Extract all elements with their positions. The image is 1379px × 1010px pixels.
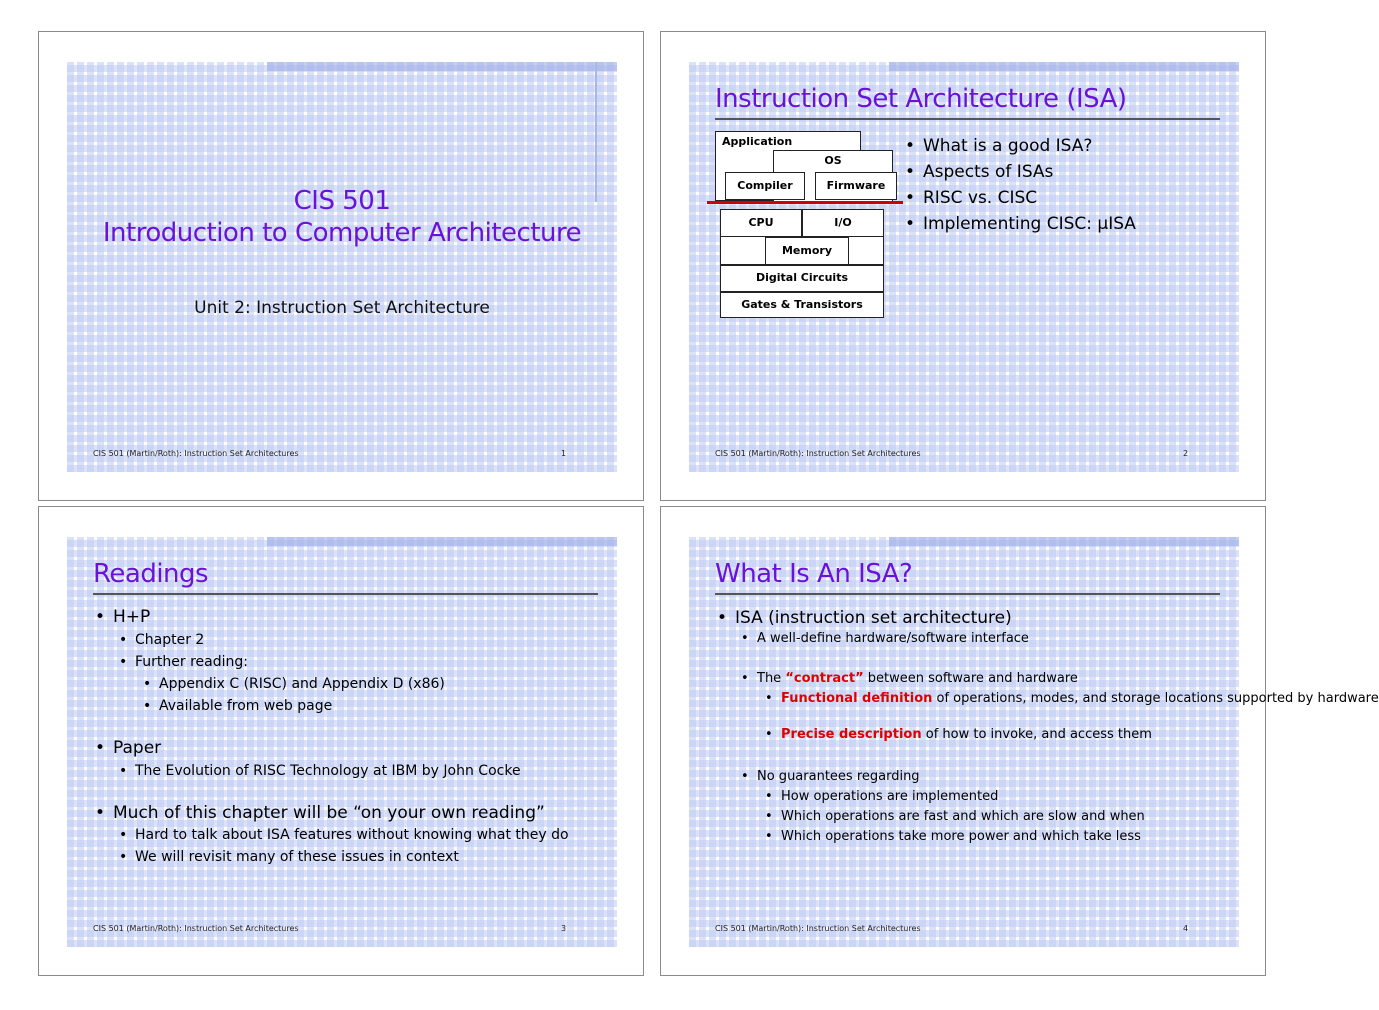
diagram-memory-label: Memory: [781, 244, 833, 257]
background-band: [267, 537, 617, 546]
page-number: 1: [561, 449, 567, 458]
diagram-gates-label: Gates & Transistors: [741, 298, 863, 311]
list-item: • H+P: [91, 607, 569, 632]
functional-definition-text: of operations, modes, and storage locations supported by hardware: [932, 691, 1379, 706]
list-item: [713, 691, 1379, 727]
diagram-compiler-label: Compiler: [737, 179, 793, 192]
list-item: • RISC vs. CISC: [901, 185, 1136, 211]
precise-description-text: of how to invoke, and access them: [921, 727, 1152, 742]
isa-definition-list: [713, 608, 1379, 849]
list-item: • Which operations are fast and which are slow and when: [713, 809, 1181, 829]
readings-list: [91, 607, 569, 871]
list-item: • A well-define hardware/software interface: [713, 631, 1181, 671]
contract-prefix: The: [757, 671, 786, 686]
list-item: • How operations are implemented: [713, 789, 1181, 809]
slide-footer: CIS 501 (Martin/Roth): Instruction Set Architectures: [93, 924, 299, 933]
diagram-firmware-label: Firmware: [826, 179, 886, 192]
diagram-memory-box: [765, 237, 849, 265]
page-number: 3: [561, 924, 567, 933]
list-item: • ISA (instruction set architecture): [713, 608, 1181, 631]
list-item: • Paper: [91, 738, 569, 763]
contract-suffix: between software and hardware: [863, 671, 1078, 686]
background-band: [267, 62, 617, 71]
page-number: 4: [1183, 924, 1189, 933]
slide-title-line-1: CIS 501: [293, 186, 391, 216]
list-item: • Available from web page: [91, 698, 569, 738]
diagram-os-label: OS: [824, 154, 842, 167]
isa-boundary-line: [707, 201, 903, 204]
list-item: • Aspects of ISAs: [901, 159, 1136, 185]
list-item: • The Evolution of RISC Technology at IBM by John Cocke: [91, 763, 569, 803]
contract-highlight: “contract”: [785, 671, 864, 686]
slide-footer: CIS 501 (Martin/Roth): Instruction Set Architectures: [715, 924, 921, 933]
title-underline: [715, 118, 1220, 120]
background-band: [889, 537, 1239, 546]
title-underline: [715, 593, 1220, 595]
background-band: [889, 62, 1239, 71]
list-item: • Implementing CISC: μISA: [901, 211, 1136, 237]
slide-3: [38, 506, 644, 976]
diagram-firmware-box: [815, 172, 897, 200]
slide-1: [38, 31, 644, 501]
diagram-digital-circuits-box: [720, 265, 884, 292]
list-item: • No guarantees regarding: [713, 769, 1181, 789]
diagram-io-box: [802, 209, 884, 237]
slide-background: [67, 62, 617, 472]
slide-footer: CIS 501 (Martin/Roth): Instruction Set Architectures: [93, 449, 299, 458]
list-item: • Hard to talk about ISA features without knowing what they do: [91, 827, 569, 849]
list-item: • We will revisit many of these issues in context: [91, 849, 569, 871]
list-item: • Chapter 2: [91, 632, 569, 654]
slide-title: Readings: [93, 559, 209, 589]
slide-subtitle: Unit 2: Instruction Set Architecture: [194, 298, 490, 318]
list-item: [713, 671, 1181, 691]
list-item: • Much of this chapter will be “on your own reading”: [91, 803, 569, 827]
background-vertical-line: [595, 62, 597, 202]
title-underline: [93, 593, 598, 595]
slide-title: Instruction Set Architecture (ISA): [715, 84, 1127, 114]
functional-definition-highlight: Functional definition: [781, 691, 933, 706]
page-number: 2: [1183, 449, 1189, 458]
list-item: • What is a good ISA?: [901, 133, 1136, 159]
diagram-digital-circuits-label: Digital Circuits: [755, 271, 849, 284]
diagram-io-label: I/O: [834, 216, 852, 229]
list-item: • Which operations take more power and which take less: [713, 829, 1181, 849]
list-item: • Appendix C (RISC) and Appendix D (x86): [91, 676, 569, 698]
diagram-cpu-label: CPU: [748, 216, 774, 229]
list-item: • Further reading:: [91, 654, 569, 676]
slide-title-line-2: Introduction to Computer Architecture: [102, 218, 582, 248]
precise-description-highlight: Precise description: [781, 727, 922, 742]
list-item: [713, 727, 1181, 769]
diagram-application-label: Application: [722, 135, 793, 148]
slide-4: [660, 506, 1379, 976]
diagram-gates-box: [720, 292, 884, 318]
topic-list: [901, 133, 1136, 237]
slide-title: What Is An ISA?: [715, 559, 913, 589]
diagram-compiler-box: [725, 172, 805, 200]
diagram-cpu-box: [720, 209, 802, 237]
slide-footer: CIS 501 (Martin/Roth): Instruction Set Architectures: [715, 449, 921, 458]
slide-2: [660, 31, 1266, 501]
